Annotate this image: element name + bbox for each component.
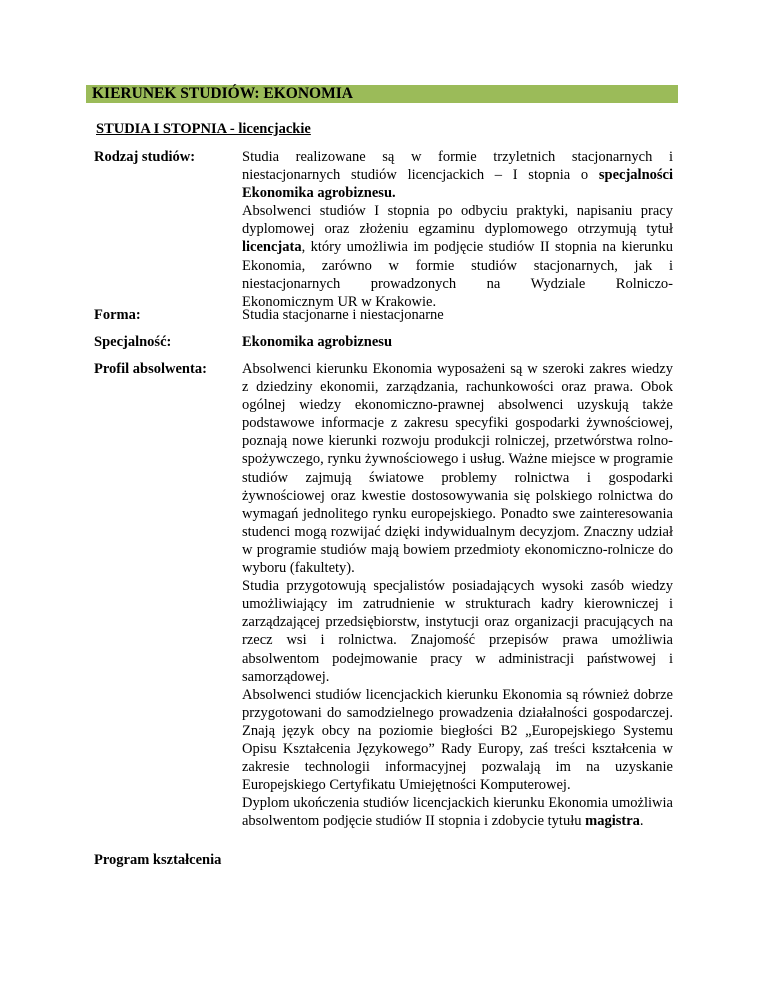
program-ksztalcenia-label: Program kształcenia [94, 852, 222, 868]
page-heading-banner: KIERUNEK STUDIÓW: EKONOMIA [86, 85, 678, 103]
profil-p4-text: Dyplom ukończenia studiów licencjackich kierunku Ekonomia umożliwia absolwentom podjęcie studiów II stopnia i zdobycie tytułu [242, 795, 673, 830]
rodzaj-paragraph-1 [242, 148, 673, 202]
rodzaj-paragraph-2-end: Ekonomicznym UR w Krakowie. [242, 293, 437, 310]
specjalnosc-label: Specjalność: [94, 334, 172, 350]
profil-paragraph-3: Absolwenci studiów licencjackich kierunku Ekonomia są również dobrze przygotowani do samodzielnego prowadzenia działalności gospodarczej. Znają język obcy na poziomie biegłości B2 „Europejskiego Systemu Opisu Kształcenia Językowego” Rady Europy, zaś treści kształcenia w zakresie technologii informacyjnej pozwalają im na uzyskanie Europejskiego Certyfikatu Umiejętności Komputerowej. [242, 686, 673, 794]
specjalnosc-value: Ekonomika agrobiznesu [242, 334, 393, 350]
rodzaj-p1-bold: specjalności Ekonomika agrobiznesu. [242, 167, 673, 202]
profil-p4-bold: magistra [585, 813, 640, 830]
rodzaj-studiow-text [242, 148, 673, 311]
profil-absolwenta-label: Profil absolwenta: [94, 361, 207, 377]
rodzaj-studiow-label: Rodzaj studiów: [94, 149, 196, 165]
profil-paragraph-1: Absolwenci kierunku Ekonomia wyposażeni są w szeroki zakres wiedzy z dziedziny ekonomii, zarządzania, rachunkowości oraz prawa. Obok ogólnej wiedzy ekonomiczno-prawnej absolwenci uzyskują także podstawowe informacje z zakresu specyfiki gospodarki żywnościowej, poznają nowe kierunki rozwoju produkcji rolniczej, przetwórstwa rolno-spożywczego, rynku żywnościowego i usług. Ważne miejsce w programie studiów zajmują światowe problemy rolnictwa i gospodarki żywnościowej oraz kwestie dostosowywania się polskiego rolnictwa do wymagań jednolitego rynku europejskiego. Ponadto swe zainteresowania studenci mogą rozwijać dzięki indywidualnym decyzjom. Znaczny udział w programie studiów mają bowiem przedmioty ekonomiczno-rolnicze do wyboru (fakultety). [242, 361, 673, 577]
study-level-subheading: STUDIA I STOPNIA - licencjackie [96, 121, 311, 137]
rodzaj-p1-text: Studia realizowane są w formie trzyletnich stacjonarnych i niestacjonarnych studiów licencjackich – I stopnia o [242, 149, 673, 184]
profil-paragraph-4 [242, 794, 673, 830]
forma-label: Forma: [94, 307, 141, 323]
rodzaj-paragraph-2 [242, 202, 673, 292]
rodzaj-p2-bold: licencjata [242, 239, 302, 256]
profil-absolwenta-text [242, 360, 673, 830]
profil-paragraph-2: Studia przygotowują specjalistów posiadających wysoki zasób wiedzy umożliwiający im zatrudnienie w strukturach kadry kierowniczej i zarządzającej przedsiębiorstw, instytucji oraz organizacji pracujących na rzecz wsi i rolnictwa. Znajomość przepisów prawa umożliwia absolwentom podejmowanie pracy w administracji państwowej i samorządowej. [242, 578, 673, 685]
profil-p4-end: . [639, 813, 644, 830]
rodzaj-p2-text-a: Absolwenci studiów I stopnia po odbyciu praktyki, napisaniu pracy dyplomowej oraz złożeniu egzaminu dyplomowego otrzymują tytuł [242, 203, 673, 238]
forma-value: Studia stacjonarne i niestacjonarne [242, 307, 444, 323]
rodzaj-p2-text-c: , który umożliwia im podjęcie studiów II stopnia na kierunku Ekonomia, zarówno w formie studiów stacjonarnych, jak i niestacjonarnych prowadzonych na Wydziale Rolniczo- [242, 239, 673, 292]
